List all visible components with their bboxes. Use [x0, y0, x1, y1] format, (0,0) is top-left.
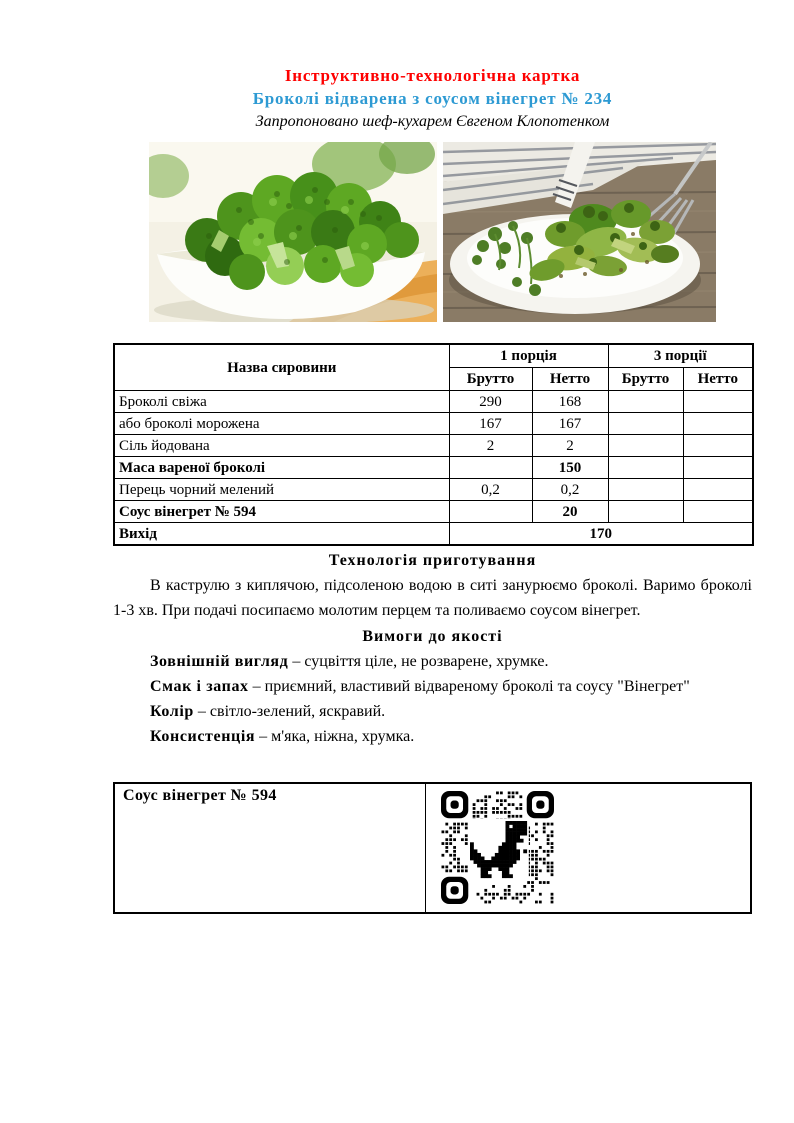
- table-row: Сіль йодована 2 2: [114, 435, 753, 457]
- table-row: Маса вареної броколі 150: [114, 457, 753, 479]
- qr-code-icon: [441, 791, 554, 904]
- table-row: Перець чорний мелений 0,2 0,2: [114, 479, 753, 501]
- technology-text: В каструлю з киплячою, підсоленою водою в ситі занурюємо броколі. Варимо броколі 1-3 хв. При подачі посипаємо молотим перцем та поливаємо соусом вінегрет.: [113, 577, 752, 619]
- col-group-3-portions: 3 порції: [608, 344, 753, 368]
- col-group-1-portion: 1 порція: [449, 344, 608, 368]
- quality-heading: Вимоги до якості: [362, 628, 503, 645]
- table-header-row: [114, 344, 753, 368]
- col-header-netto-1: Нетто: [532, 368, 608, 391]
- col-header-brutto-3: Брутто: [608, 368, 683, 391]
- col-header-brutto-1: Брутто: [449, 368, 532, 391]
- sauce-reference-box: [113, 782, 752, 914]
- dish-subtitle: Броколі відварена з соусом вінегрет № 234: [252, 89, 613, 108]
- page-title: Інструктивно-технологічна картка: [284, 66, 581, 85]
- output-value: 170: [449, 523, 753, 546]
- technology-heading: Технологія приготування: [328, 552, 537, 569]
- sauce-label-cell: [115, 784, 426, 912]
- table-row: Соус вінегрет № 594 20: [114, 501, 753, 523]
- chef-byline: Запропоновано шеф-кухарем Євгеном Клопотенком: [255, 113, 610, 130]
- sauteed-broccoli-photo: [443, 142, 716, 322]
- output-row: Вихід 170: [114, 523, 753, 546]
- document-header: [113, 0, 752, 133]
- quality-item-color: Колір – світло-зелений, яскравий.: [150, 703, 386, 720]
- dish-photos: [113, 142, 752, 322]
- quality-item-consistency: Консистенція – м'яка, ніжна, хрумка.: [150, 728, 415, 745]
- quality-item-appearance: Зовнішній вигляд – суцвіття ціле, не розварене, хрумке.: [150, 653, 549, 670]
- col-header-name: Назва сировини: [114, 344, 449, 391]
- sauce-label: Соус вінегрет № 594: [123, 787, 277, 804]
- ingredients-table: [113, 343, 754, 546]
- sauce-qr-cell: [426, 784, 750, 912]
- table-row: Броколі свіжа 290 168: [114, 391, 753, 413]
- quality-item-taste: Смак і запах – приємний, властивий відвареному броколі та соусу "Вінегрет": [150, 678, 690, 695]
- table-row: або броколі морожена 167 167: [114, 413, 753, 435]
- col-header-netto-3: Нетто: [683, 368, 753, 391]
- boiled-broccoli-photo: [149, 142, 437, 322]
